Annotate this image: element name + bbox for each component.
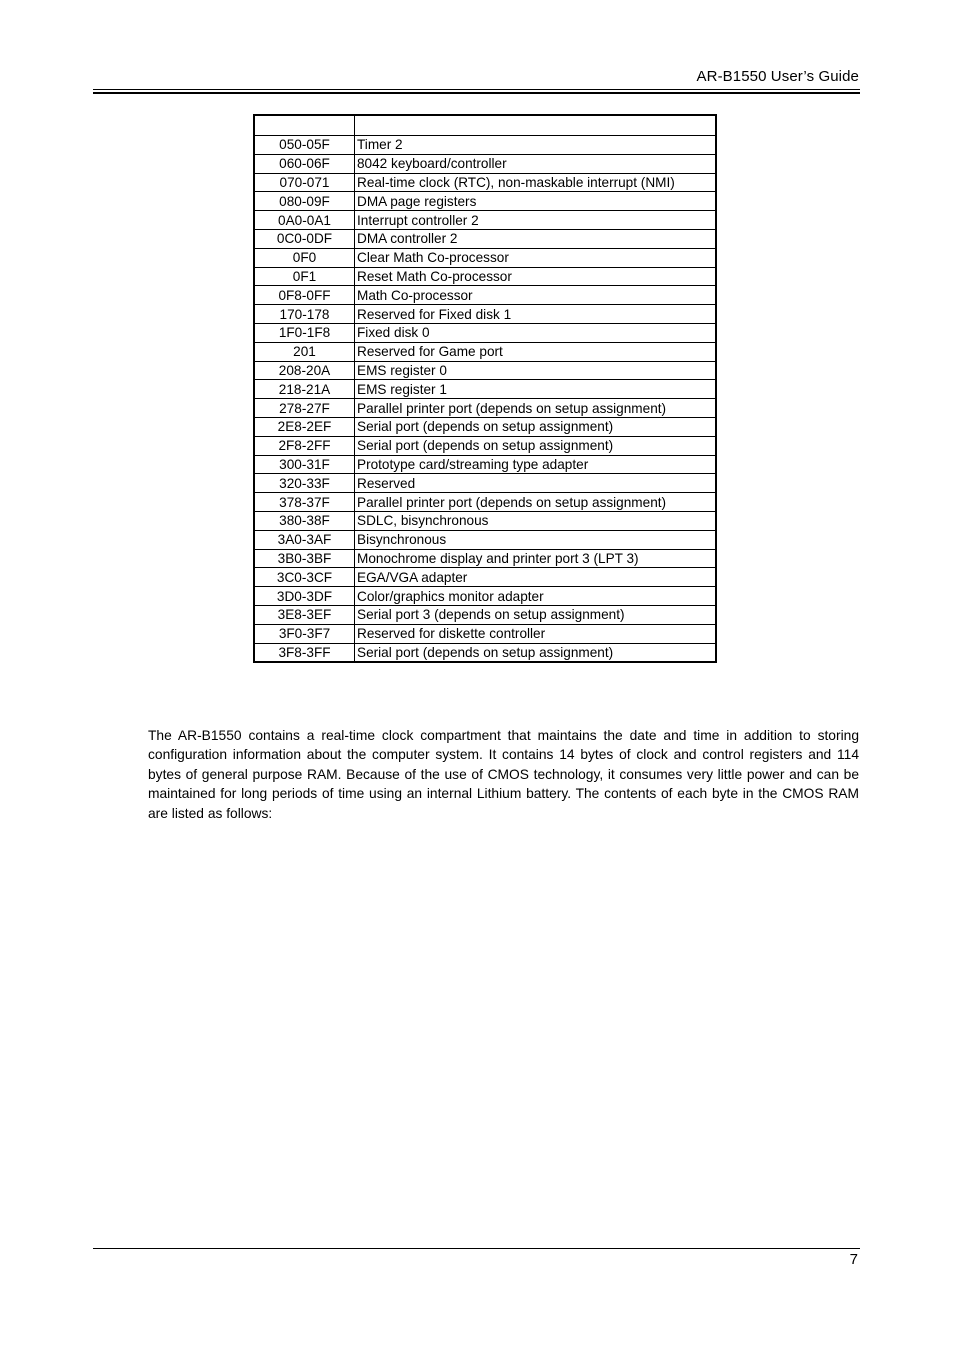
- table-row: [254, 211, 716, 230]
- io-address-cell: 3D0-3DF: [254, 587, 355, 606]
- table-row: [254, 605, 716, 624]
- io-address-cell: 378-37F: [254, 493, 355, 512]
- table-row: [254, 643, 716, 662]
- device-description-cell: Color/graphics monitor adapter: [355, 587, 717, 606]
- io-address-cell: 320-33F: [254, 474, 355, 493]
- io-address-cell: 2F8-2FF: [254, 436, 355, 455]
- table-header-device: [355, 115, 717, 136]
- io-address-cell: 050-05F: [254, 136, 355, 155]
- table-header-row: [254, 115, 716, 136]
- device-description-cell: Fixed disk 0: [355, 323, 717, 342]
- io-address-cell: 070-071: [254, 173, 355, 192]
- table-row: [254, 380, 716, 399]
- device-description-cell: Serial port (depends on setup assignment): [355, 436, 717, 455]
- table-row: [254, 154, 716, 173]
- device-description-cell: 8042 keyboard/controller: [355, 154, 717, 173]
- io-address-cell: 3B0-3BF: [254, 549, 355, 568]
- io-address-cell: 2E8-2EF: [254, 417, 355, 436]
- table-row: [254, 493, 716, 512]
- device-description-cell: Prototype card/streaming type adapter: [355, 455, 717, 474]
- table-row: [254, 455, 716, 474]
- device-description-cell: Reset Math Co-processor: [355, 267, 717, 286]
- table-row: [254, 136, 716, 155]
- io-address-cell: 3F0-3F7: [254, 624, 355, 643]
- body-paragraph: The AR-B1550 contains a real-time clock compartment that maintains the date and time in addition to storing configuration information about the computer system. It contains 14 bytes of clock and control registers and 114 bytes of general purpose RAM. Because of the use of CMOS technology, it consumes very little power and can be maintained for long periods of time using an internal Lithium battery. The contents of each byte in the CMOS RAM are listed as follows:: [148, 728, 859, 821]
- table-row: [254, 549, 716, 568]
- footer-divider: [93, 1248, 860, 1249]
- device-description-cell: Parallel printer port (depends on setup assignment): [355, 399, 717, 418]
- table-row: [254, 587, 716, 606]
- device-description-cell: EMS register 0: [355, 361, 717, 380]
- device-description-cell: EGA/VGA adapter: [355, 568, 717, 587]
- header-divider-thick: [93, 92, 860, 94]
- device-description-cell: Reserved for Game port: [355, 342, 717, 361]
- device-description-cell: SDLC, bisynchronous: [355, 511, 717, 530]
- table-row: [254, 624, 716, 643]
- device-description-cell: Clear Math Co-processor: [355, 248, 717, 267]
- table-row: [254, 474, 716, 493]
- io-address-cell: 080-09F: [254, 192, 355, 211]
- table-row: [254, 361, 716, 380]
- table-row: [254, 248, 716, 267]
- io-address-cell: 3A0-3AF: [254, 530, 355, 549]
- io-address-cell: 208-20A: [254, 361, 355, 380]
- io-address-cell: 0F1: [254, 267, 355, 286]
- io-address-cell: 0F8-0FF: [254, 286, 355, 305]
- device-description-cell: Monochrome display and printer port 3 (LPT 3): [355, 549, 717, 568]
- io-address-cell: 0A0-0A1: [254, 211, 355, 230]
- io-address-cell: 201: [254, 342, 355, 361]
- io-address-cell: 300-31F: [254, 455, 355, 474]
- table-row: [254, 530, 716, 549]
- io-address-cell: 278-27F: [254, 399, 355, 418]
- io-address-cell: 0C0-0DF: [254, 229, 355, 248]
- table-row: [254, 229, 716, 248]
- device-description-cell: Timer 2: [355, 136, 717, 155]
- device-description-cell: Interrupt controller 2: [355, 211, 717, 230]
- io-address-cell: 170-178: [254, 305, 355, 324]
- device-description-cell: Serial port 3 (depends on setup assignment): [355, 605, 717, 624]
- io-address-cell: 3E8-3EF: [254, 605, 355, 624]
- device-description-cell: Serial port (depends on setup assignment): [355, 643, 717, 662]
- io-address-cell: 0F0: [254, 248, 355, 267]
- table-header-address: [254, 115, 355, 136]
- device-description-cell: DMA page registers: [355, 192, 717, 211]
- io-address-table: [253, 114, 717, 663]
- device-description-cell: Real-time clock (RTC), non-maskable interrupt (NMI): [355, 173, 717, 192]
- device-description-cell: Bisynchronous: [355, 530, 717, 549]
- device-description-cell: EMS register 1: [355, 380, 717, 399]
- device-description-cell: Math Co-processor: [355, 286, 717, 305]
- device-description-cell: Parallel printer port (depends on setup assignment): [355, 493, 717, 512]
- device-description-cell: Reserved for Fixed disk 1: [355, 305, 717, 324]
- table-row: [254, 511, 716, 530]
- header-divider: [93, 89, 860, 90]
- io-address-cell: 3F8-3FF: [254, 643, 355, 662]
- table-row: [254, 305, 716, 324]
- device-description-cell: Serial port (depends on setup assignment): [355, 417, 717, 436]
- io-address-cell: 218-21A: [254, 380, 355, 399]
- io-address-cell: 060-06F: [254, 154, 355, 173]
- table-row: [254, 323, 716, 342]
- table-row: [254, 417, 716, 436]
- table-row: [254, 173, 716, 192]
- io-address-cell: 3C0-3CF: [254, 568, 355, 587]
- device-description-cell: Reserved: [355, 474, 717, 493]
- table-row: [254, 286, 716, 305]
- page-number: 7: [849, 1251, 858, 1268]
- device-description-cell: Reserved for diskette controller: [355, 624, 717, 643]
- table-row: [254, 436, 716, 455]
- table-row: [254, 342, 716, 361]
- table-row: [254, 399, 716, 418]
- io-address-cell: 1F0-1F8: [254, 323, 355, 342]
- io-address-cell: 380-38F: [254, 511, 355, 530]
- page-header-title: AR-B1550 User’s Guide: [696, 68, 859, 85]
- table-row: [254, 568, 716, 587]
- table-row: [254, 267, 716, 286]
- table-row: [254, 192, 716, 211]
- device-description-cell: DMA controller 2: [355, 229, 717, 248]
